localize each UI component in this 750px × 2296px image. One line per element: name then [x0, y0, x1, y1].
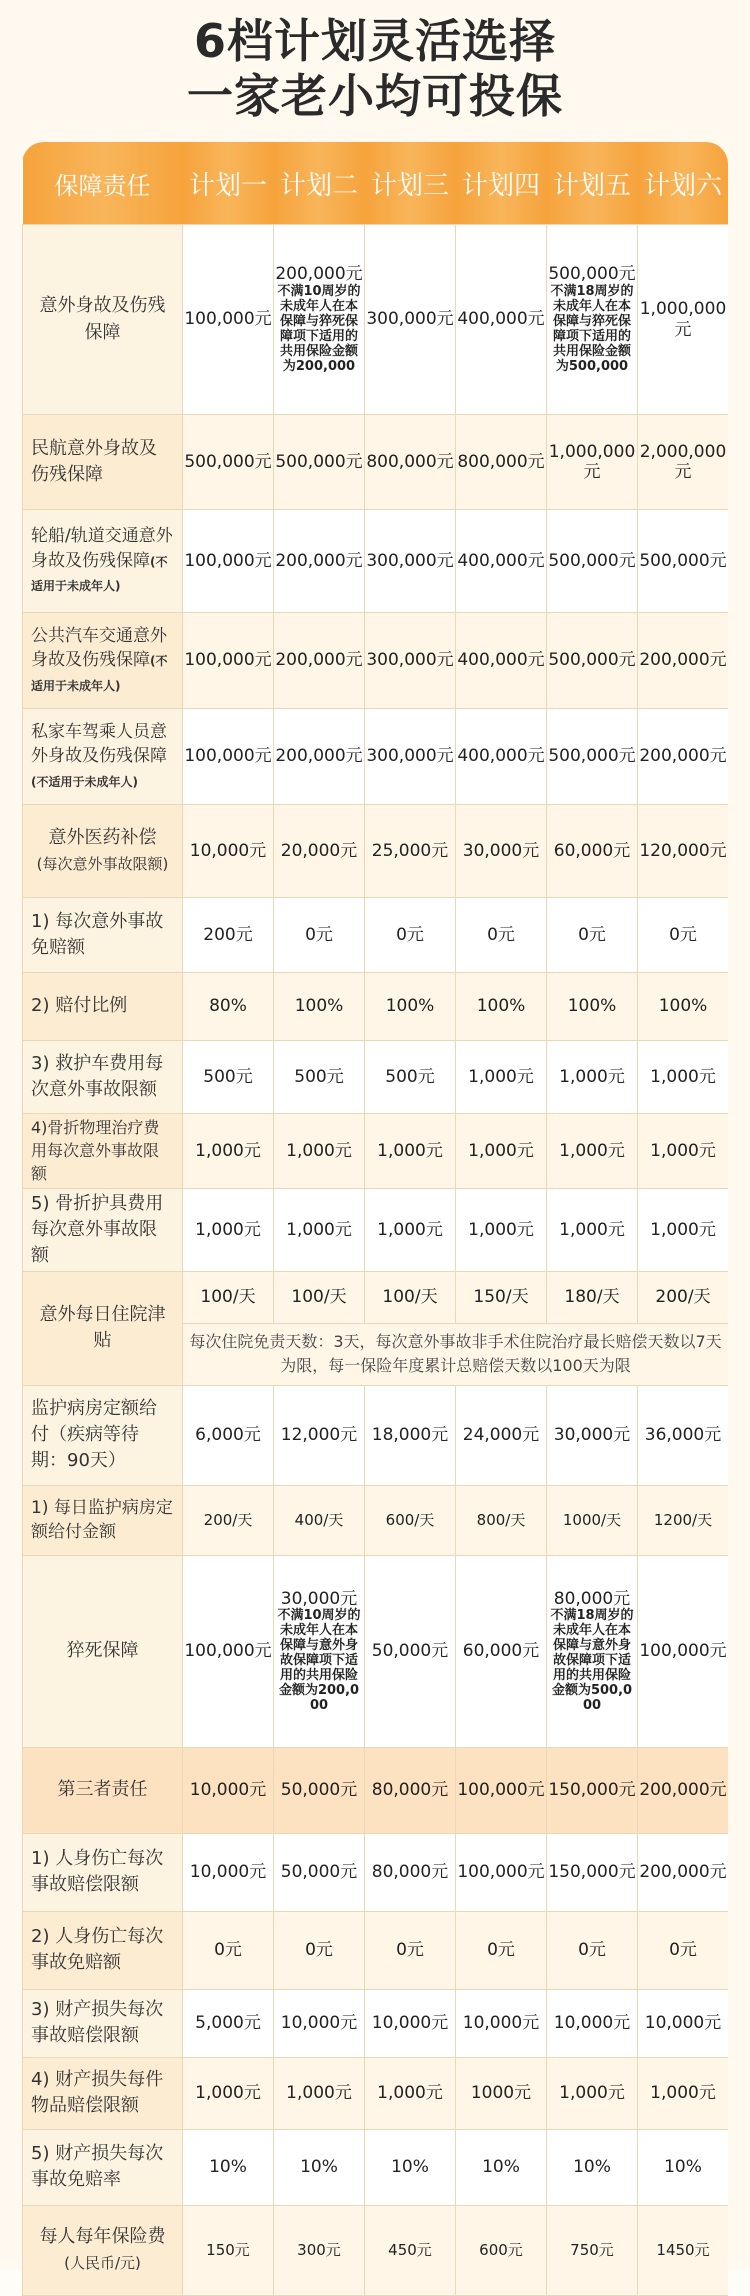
cell-value: 500,000元 — [548, 264, 636, 285]
cell: 10% — [365, 2129, 456, 2205]
row-label-text: 意外医药补偿 — [48, 826, 157, 848]
cell: 200,000元 — [638, 1833, 729, 1911]
cell: 400/天 — [274, 1485, 365, 1555]
header-plan-1: 计划一 — [183, 142, 274, 225]
plan-table-card — [22, 142, 728, 2296]
row-label — [23, 709, 183, 805]
cell: 500,000元 — [638, 510, 729, 613]
cell: 100,000元 — [183, 613, 274, 709]
row-label-text: 公共汽车交通意外身故及伤残保障 — [31, 625, 167, 671]
cell: 0元 — [365, 1911, 456, 1989]
cell — [274, 225, 365, 415]
cell: 1,000元 — [183, 1188, 274, 1271]
cell: 300,000元 — [365, 510, 456, 613]
cell: 10% — [547, 2129, 638, 2205]
cell: 500元 — [183, 1041, 274, 1114]
cell: 10,000元 — [547, 1989, 638, 2057]
cell: 150元 — [183, 2205, 274, 2295]
cell: 180/天 — [547, 1271, 638, 1323]
cell: 200/天 — [183, 1485, 274, 1555]
cell: 0元 — [638, 898, 729, 973]
cell: 1000元 — [456, 2057, 547, 2129]
table-row — [23, 805, 729, 898]
cell: 500,000元 — [547, 613, 638, 709]
row-label: 4) 财产损失每件物品赔偿限额 — [23, 2057, 183, 2129]
cell: 10% — [183, 2129, 274, 2205]
cell: 1,000元 — [365, 1114, 456, 1189]
table-row — [23, 2057, 729, 2129]
cell: 12,000元 — [274, 1385, 365, 1485]
cell-note: 不满18周岁的未成年人在本保障与猝死保障项下适用的共用保险金额为500,000 — [550, 283, 634, 374]
cell: 500,000元 — [183, 415, 274, 510]
cell: 1,000元 — [547, 1041, 638, 1114]
cell: 24,000元 — [456, 1385, 547, 1485]
cell: 100,000元 — [183, 709, 274, 805]
cell — [547, 225, 638, 415]
cell: 1,000元 — [547, 1114, 638, 1189]
cell: 100/天 — [183, 1271, 274, 1323]
cell: 1,000元 — [274, 1188, 365, 1271]
cell: 1,000元 — [638, 2057, 729, 2129]
cell: 1,000元 — [638, 1188, 729, 1271]
cell: 100,000元 — [183, 1555, 274, 1747]
table-row — [23, 1188, 729, 1271]
cell: 500元 — [365, 1041, 456, 1114]
cell: 600元 — [456, 2205, 547, 2295]
cell: 18,000元 — [365, 1385, 456, 1485]
cell: 1,000元 — [638, 1114, 729, 1189]
cell: 0元 — [456, 1911, 547, 1989]
header-plan-5: 计划五 — [547, 142, 638, 225]
cell: 1,000,000元 — [547, 415, 638, 510]
cell: 10% — [456, 2129, 547, 2205]
row-label — [23, 510, 183, 613]
cell: 400,000元 — [456, 225, 547, 415]
cell: 0元 — [456, 898, 547, 973]
cell: 0元 — [638, 1911, 729, 1989]
cell: 1,000,000元 — [638, 225, 729, 415]
cell: 500,000元 — [547, 510, 638, 613]
cell: 10% — [274, 2129, 365, 2205]
header-coverage: 保障责任 — [23, 142, 183, 225]
row-label-note: (不适用于未成年人) — [31, 774, 138, 789]
cell-note: 不满10周岁的未成年人在本保障与意外身故保障项下适用的共用保险金额为200,000 — [277, 1608, 361, 1713]
cell: 300,000元 — [365, 613, 456, 709]
cell: 300,000元 — [365, 225, 456, 415]
cell: 800/天 — [456, 1485, 547, 1555]
cell: 150,000元 — [547, 1747, 638, 1833]
cell-value: 30,000元 — [280, 1588, 358, 1609]
cell-value: 200,000元 — [275, 264, 363, 285]
row-label: 意外每日住院津贴 — [23, 1271, 183, 1385]
cell: 600/天 — [365, 1485, 456, 1555]
row-label-note: (不适用于未成年人) — [31, 554, 168, 594]
cell: 1,000元 — [183, 1114, 274, 1189]
cell: 100/天 — [365, 1271, 456, 1323]
row-label: 民航意外身故及伤残保障 — [23, 415, 183, 510]
cell: 1,000元 — [638, 1041, 729, 1114]
cell: 100,000元 — [183, 225, 274, 415]
cell: 5,000元 — [183, 1989, 274, 2057]
row-label — [23, 613, 183, 709]
hero-title — [0, 0, 750, 142]
table-row — [23, 2129, 729, 2205]
cell-note: 不满18周岁的未成年人在本保障与意外身故保障项下适用的共用保险金额为500,000 — [550, 1608, 634, 1713]
cell: 200,000元 — [638, 709, 729, 805]
cell: 100,000元 — [638, 1555, 729, 1747]
table-row — [23, 1485, 729, 1555]
cell: 200,000元 — [638, 1747, 729, 1833]
cell: 100,000元 — [183, 510, 274, 613]
row-label: 意外身故及伤残保障 — [23, 225, 183, 415]
row-label — [23, 805, 183, 898]
cell: 30,000元 — [456, 805, 547, 898]
header-plan-2: 计划二 — [274, 142, 365, 225]
cell: 120,000元 — [638, 805, 729, 898]
cell: 450元 — [365, 2205, 456, 2295]
row-label: 监护病房定额给付（疾病等待期：90天） — [23, 1385, 183, 1485]
cell: 100% — [365, 973, 456, 1041]
cell: 0元 — [547, 1911, 638, 1989]
cell: 400,000元 — [456, 510, 547, 613]
cell: 1,000元 — [547, 2057, 638, 2129]
cell: 1,000元 — [274, 2057, 365, 2129]
cell: 100% — [638, 973, 729, 1041]
cell: 10,000元 — [274, 1989, 365, 2057]
cell: 1,000元 — [365, 2057, 456, 2129]
cell: 2,000,000元 — [638, 415, 729, 510]
cell: 10,000元 — [183, 1833, 274, 1911]
table-row — [23, 2205, 729, 2295]
row-label: 2) 赔付比例 — [23, 973, 183, 1041]
cell: 1,000元 — [547, 1188, 638, 1271]
table-row — [23, 973, 729, 1041]
row-label: 1) 每次意外事故免赔额 — [23, 898, 183, 973]
cell: 0元 — [365, 898, 456, 973]
cell: 400,000元 — [456, 709, 547, 805]
cell: 1200/天 — [638, 1485, 729, 1555]
cell: 500元 — [274, 1041, 365, 1114]
cell: 200,000元 — [274, 709, 365, 805]
cell: 100,000元 — [456, 1833, 547, 1911]
header-plan-3: 计划三 — [365, 142, 456, 225]
table-row — [23, 1271, 729, 1323]
cell: 1450元 — [638, 2205, 729, 2295]
cell: 50,000元 — [274, 1747, 365, 1833]
row-label-sub: (每次意外事故限额) — [36, 855, 169, 873]
cell: 80,000元 — [365, 1747, 456, 1833]
cell: 50,000元 — [274, 1833, 365, 1911]
title-line-2: 一家老小均可投保 — [187, 69, 563, 123]
table-row — [23, 898, 729, 973]
cell: 150,000元 — [547, 1833, 638, 1911]
cell: 200元 — [183, 898, 274, 973]
table-row — [23, 709, 729, 805]
cell: 1,000元 — [183, 2057, 274, 2129]
table-row — [23, 1747, 729, 1833]
table-row — [23, 1555, 729, 1747]
row-label: 1) 人身伤亡每次事故赔偿限额 — [23, 1833, 183, 1911]
cell: 100,000元 — [456, 1747, 547, 1833]
row-label: 1) 每日监护病房定额给付金额 — [23, 1485, 183, 1555]
cell: 1,000元 — [456, 1188, 547, 1271]
cell: 800,000元 — [365, 415, 456, 510]
cell: 150/天 — [456, 1271, 547, 1323]
cell-note: 不满10周岁的未成年人在本保障与猝死保障项下适用的共用保险金额为200,000 — [277, 283, 361, 374]
cell: 100% — [547, 973, 638, 1041]
cell: 10,000元 — [638, 1989, 729, 2057]
cell: 0元 — [547, 898, 638, 973]
cell: 200,000元 — [274, 510, 365, 613]
cell: 1000/天 — [547, 1485, 638, 1555]
plan-table — [22, 142, 728, 2296]
row-label: 5) 财产损失每次事故免赔率 — [23, 2129, 183, 2205]
row-label: 第三者责任 — [23, 1747, 183, 1833]
row-label-note: (不适用于未成年人) — [31, 654, 168, 693]
table-row — [23, 1385, 729, 1485]
row-label: 5) 骨折护具费用每次意外事故限额 — [23, 1188, 183, 1271]
table-header-row — [23, 142, 729, 225]
header-plan-4: 计划四 — [456, 142, 547, 225]
cell: 100% — [456, 973, 547, 1041]
cell: 200/天 — [638, 1271, 729, 1323]
cell: 200,000元 — [274, 613, 365, 709]
cell: 10,000元 — [183, 805, 274, 898]
row-label-text: 每人每年保险费 — [39, 2226, 166, 2248]
cell: 1,000元 — [365, 1188, 456, 1271]
cell: 0元 — [274, 1911, 365, 1989]
cell — [547, 1555, 638, 1747]
cell: 30,000元 — [547, 1385, 638, 1485]
cell: 1,000元 — [456, 1041, 547, 1114]
cell: 100% — [274, 973, 365, 1041]
table-row — [23, 1833, 729, 1911]
table-row — [23, 225, 729, 415]
cell: 10,000元 — [365, 1989, 456, 2057]
cell: 20,000元 — [274, 805, 365, 898]
row-label: 2) 人身伤亡每次事故免赔额 — [23, 1911, 183, 1989]
cell: 10% — [638, 2129, 729, 2205]
cell: 400,000元 — [456, 613, 547, 709]
hospital-allowance-note: 每次住院免责天数：3天，每次意外事故非手术住院治疗最长赔偿天数以7天为限，每一保险年度累计总赔偿天数以100天为限 — [183, 1323, 729, 1385]
cell: 0元 — [183, 1911, 274, 1989]
row-label — [23, 2205, 183, 2295]
row-label-text: 轮船/轨道交通意外身故及伤残保障 — [31, 526, 173, 571]
cell: 10,000元 — [183, 1747, 274, 1833]
table-row — [23, 415, 729, 510]
row-label: 4)骨折物理治疗费用每次意外事故限额 — [23, 1114, 183, 1189]
cell: 1,000元 — [274, 1114, 365, 1189]
cell: 750元 — [547, 2205, 638, 2295]
table-row — [23, 1114, 729, 1189]
cell: 50,000元 — [365, 1555, 456, 1747]
cell — [274, 1555, 365, 1747]
table-row — [23, 1911, 729, 1989]
cell: 1,000元 — [456, 1114, 547, 1189]
title-line-1: 6档计划灵活选择 — [193, 14, 556, 68]
table-row — [23, 1041, 729, 1114]
cell: 800,000元 — [456, 415, 547, 510]
cell: 300元 — [274, 2205, 365, 2295]
row-label: 3) 救护车费用每次意外事故限额 — [23, 1041, 183, 1114]
row-label-sub: (人民币/元) — [64, 2254, 141, 2273]
cell: 200,000元 — [638, 613, 729, 709]
cell: 10,000元 — [456, 1989, 547, 2057]
row-label: 3) 财产损失每次事故赔偿限额 — [23, 1989, 183, 2057]
cell: 0元 — [274, 898, 365, 973]
table-row — [23, 613, 729, 709]
cell: 80% — [183, 973, 274, 1041]
cell: 60,000元 — [456, 1555, 547, 1747]
cell: 500,000元 — [547, 709, 638, 805]
cell-value: 80,000元 — [553, 1588, 631, 1609]
cell: 80,000元 — [365, 1833, 456, 1911]
row-label: 猝死保障 — [23, 1555, 183, 1747]
header-plan-6: 计划六 — [638, 142, 729, 225]
cell: 36,000元 — [638, 1385, 729, 1485]
cell: 100/天 — [274, 1271, 365, 1323]
cell: 500,000元 — [274, 415, 365, 510]
table-row — [23, 1989, 729, 2057]
table-row — [23, 510, 729, 613]
cell: 6,000元 — [183, 1385, 274, 1485]
cell: 60,000元 — [547, 805, 638, 898]
cell: 25,000元 — [365, 805, 456, 898]
row-label-text: 私家车驾乘人员意外身故及伤残保障 — [31, 721, 167, 767]
cell: 300,000元 — [365, 709, 456, 805]
